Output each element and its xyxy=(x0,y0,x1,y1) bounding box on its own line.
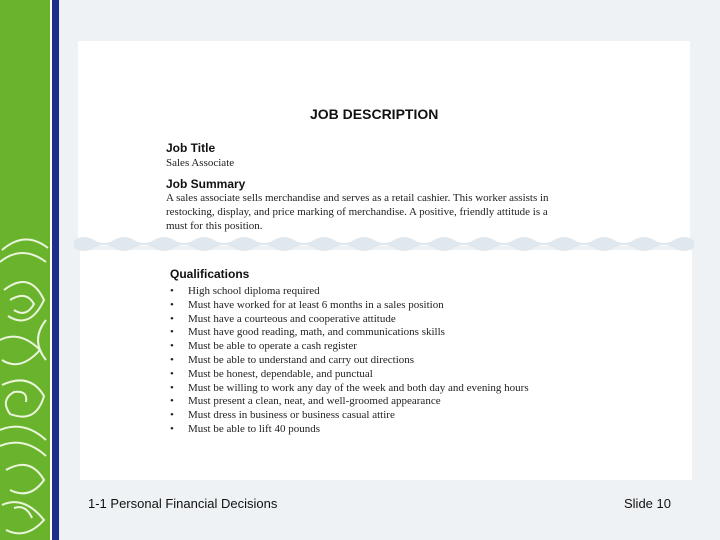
list-item: • Must have a courteous and cooperative attitude xyxy=(170,313,529,327)
side-divider-blue xyxy=(52,0,59,540)
footer-slide-number: Slide 10 xyxy=(624,496,671,511)
list-item: • Must be willing to work any day of the week and both day and evening hours xyxy=(170,382,529,396)
list-item: • Must have worked for at least 6 months in a sales position xyxy=(170,299,529,313)
list-item: • Must dress in business or business casual attire xyxy=(170,409,529,423)
job-title-heading: Job Title xyxy=(166,141,216,155)
decorative-side-bar xyxy=(0,0,50,540)
list-item: • Must be honest, dependable, and punctual xyxy=(170,368,529,382)
job-summary-text xyxy=(166,191,549,233)
swirl-pattern-icon xyxy=(0,0,50,540)
list-item: • Must present a clean, neat, and well-groomed appearance xyxy=(170,395,529,409)
torn-edge-divider xyxy=(74,232,694,256)
job-title-value: Sales Associate xyxy=(166,157,235,169)
summary-line: must for this position. xyxy=(166,220,263,232)
list-item: • High school diploma required xyxy=(170,285,529,299)
summary-line: restocking, display, and price marking of merchandise. A positive, friendly attitude is a xyxy=(166,206,548,218)
qualifications-list xyxy=(170,285,529,437)
list-item: • Must be able to understand and carry out directions xyxy=(170,354,529,368)
job-summary-heading: Job Summary xyxy=(166,177,246,191)
document-title: JOB DESCRIPTION xyxy=(310,106,439,122)
list-item: • Must be able to lift 40 pounds xyxy=(170,423,529,437)
list-item: • Must have good reading, math, and communications skills xyxy=(170,326,529,340)
qualifications-heading: Qualifications xyxy=(170,267,250,281)
summary-line: A sales associate sells merchandise and serves as a retail cashier. This worker assists in xyxy=(166,192,549,204)
footer-course-title: 1-1 Personal Financial Decisions xyxy=(88,496,278,511)
list-item: • Must be able to operate a cash register xyxy=(170,340,529,354)
